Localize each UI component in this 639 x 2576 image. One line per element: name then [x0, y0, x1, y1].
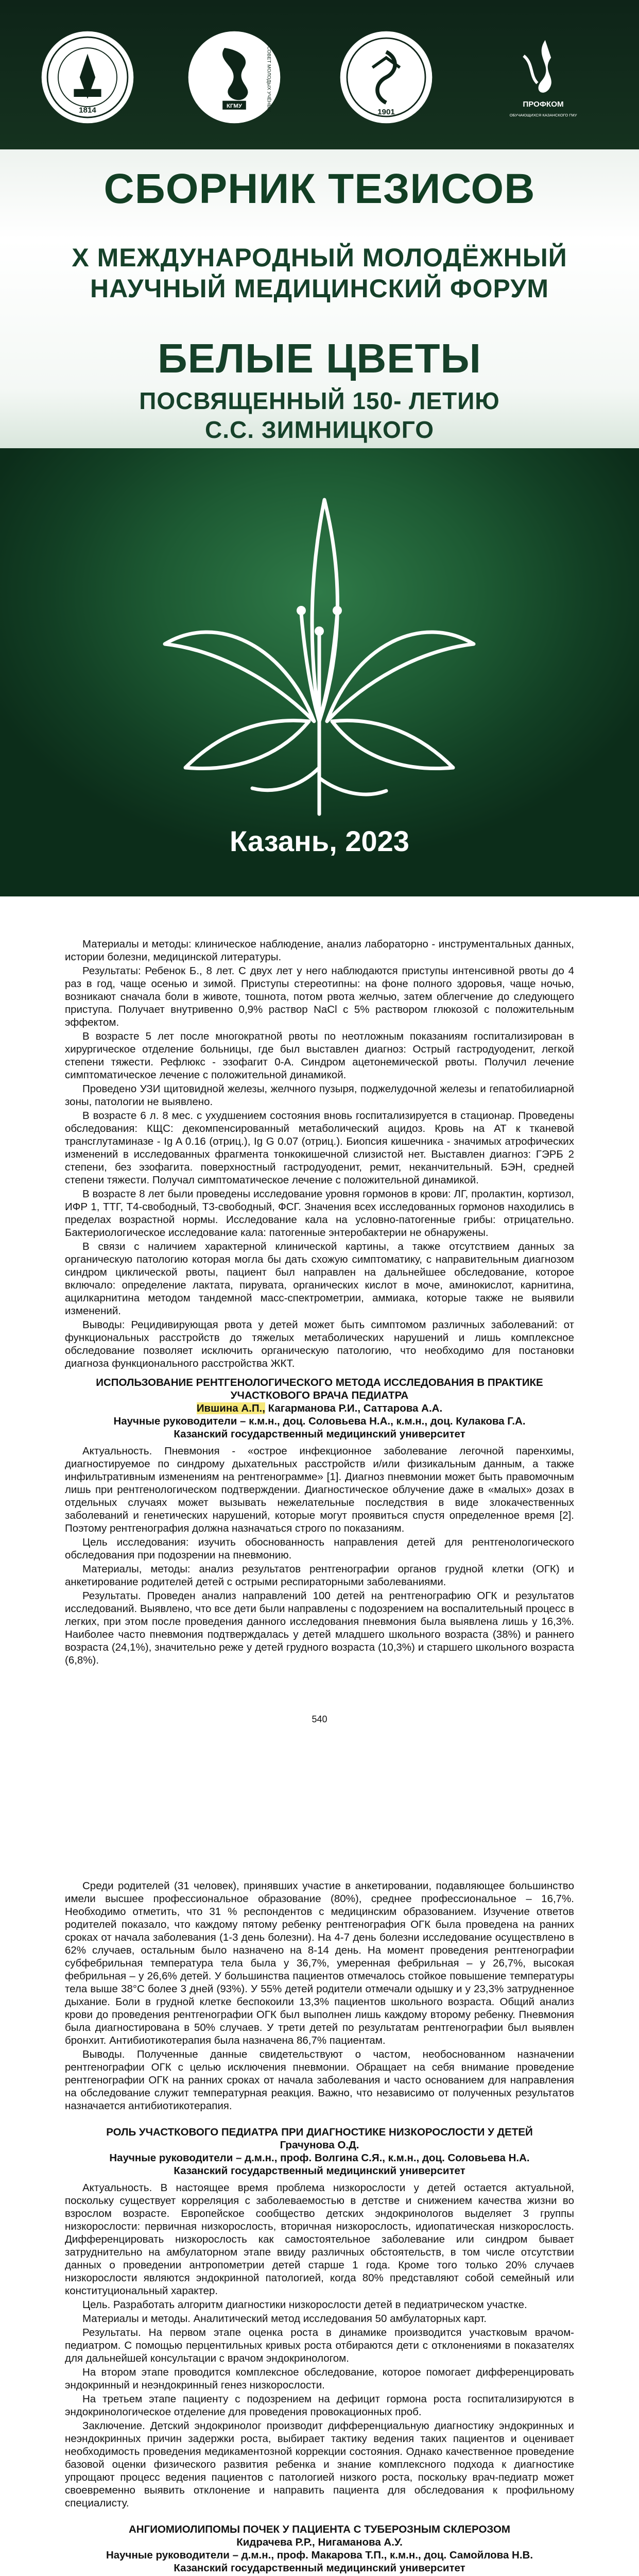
- paragraph: Результаты: Ребенок Б., 8 лет. С двух лет у него наблюдаются приступы интенсивной рвоты до 4 раз в год, чаще осенью и зимой. Приступы стереотипны: на фоне полного здоровья, чаще ночью, возникают сначала боли в животе, тошнота, потом рвота желчью, затем облегчение до следующего приступа. Получает внутривенно 0,9% раствор NaCl с 5% раствором глюкозой с положительным эффектом.: [65, 965, 574, 1028]
- cover: [0, 0, 639, 896]
- article-authors: [65, 1402, 574, 1415]
- logo-text: СОВЕТ МОЛОДЫХ УЧЁНЫХ: [266, 46, 272, 112]
- article-title-line: ИСПОЛЬЗОВАНИЕ РЕНТГЕНОЛОГИЧЕСКОГО МЕТОДА ИССЛЕДОВАНИЯ В ПРАКТИКЕ: [96, 1377, 543, 1388]
- article-title: АНГИОМИОЛИПОМЫ ПОЧЕК У ПАЦИЕНТА С ТУБЕРОЗНЫМ СКЛЕРОЗОМ: [128, 2523, 510, 2535]
- article-supervisors: Научные руководители – д.м.н., проф. Макарова Т.П., к.м.н., доц. Самойлова Н.В.: [106, 2549, 533, 2561]
- paragraph: В возрасте 5 лет после многократной рвоты по неотложным показаниям госпитализирован в хирургическое отделение больницы, где был выставлен диагноз: Острый гастродуоденит, легкой степени тяжести. Рефлюкс - эзофагит 0-А. Синдром ацетонемической рвоты. Получил лечение симптоматическое лечение с положительной динамикой.: [65, 1030, 574, 1081]
- profcom-logo-icon: [494, 28, 592, 126]
- dedication: [0, 386, 639, 444]
- article-affiliation: Казанский государственный медицинский университет: [174, 1428, 465, 1440]
- article-supervisors: Научные руководители – к.м.н., доц. Соловьева Н.А., к.м.н., доц. Кулакова Г.А.: [113, 1415, 526, 1427]
- logo-text: ПРОФКОМ: [523, 100, 564, 109]
- forum-subtitle-line: X МЕЖДУНАРОДНЫЙ МОЛОДЁЖНЫЙ: [72, 243, 567, 272]
- paragraph: Актуальность. В настоящее время проблема низкорослости у детей остается актуальной, поскольку существует корреляция с заболеваемостью в детстве и снижением качества жизни во взрослом возрасте. Европейское сообщество детских эндокринологов выделяет 3 группы низкорослости: первичная низкорослость, вторичная низкорослость, идиопатическая низкорослость. Дифференцировать низкорослость как самостоятельное заболевание или синдром бывает затруднительно на амбулаторном этапе ввиду различных обстоятельств, в том числе отсутствии данных о проведении антропометрии детей старше 1 года. Кроме того только 20% случаев низкорослости являются эндокринной патологией, когда 80% представляют собой семейный или конституциональный характер.: [65, 2182, 574, 2297]
- paragraph: Материалы и методы. Аналитический метод исследования 50 амбулаторных карт.: [82, 2313, 487, 2325]
- forum-subtitle: [0, 242, 639, 304]
- paragraph: Цель. Разработать алгоритм диагностики низкорослости детей в педиатрическом участке.: [82, 2299, 527, 2311]
- article-title: [65, 1376, 574, 1402]
- paragraph: Цель исследования: изучить обоснованность направления детей для рентгенологического обследования при подозрении на пневмонию.: [65, 1536, 574, 1561]
- paragraph: На третьем этапе пациенту с подозрением на дефицит гормона роста госпитализируются в эндокринологическое отделение для проведения провокационных проб.: [65, 2393, 574, 2418]
- article-affiliation: Казанский государственный медицинский университет: [174, 2562, 465, 2574]
- paragraph: В связи с наличием характерной клинической картины, а также отсутствием данных за органическую патологию которая могла бы дать схожую симптоматику, с направительным диагнозом синдром циклической рвоты, пациент был направлен на дальнейшее обследование, которое включало: определение лактата, пирувата, органических кислот в моче, аминокислот, карнитина, ацилкарнитина методом тандемной масс-спектрометрии, аммиака, которые также не выявили изменений.: [65, 1241, 574, 1317]
- page-541: [0, 1879, 639, 2576]
- city-year: Казань, 2023: [230, 825, 409, 857]
- article-authors: Грачунова О.Д.: [280, 2139, 359, 2151]
- dedication-line: ПОСВЯЩЕННЫЙ 150- ЛЕТИЮ: [139, 387, 500, 414]
- paragraph: Результаты. На первом этапе оценка роста в динамике производится участковым врачом-педиатром. С помощью перцентильных кривых роста отбираются дети с отклонениями в показателях для дальнейшей консультации с врачом эндокринологом.: [65, 2327, 574, 2364]
- paragraph: Выводы: Рецидивирующая рвота у детей может быть симптомом различных заболеваний: от функциональных расстройств до тяжелых метаболических нарушений и лишь комплексное обследование позволяет исключить органическую патологию, что необходимо для постановки диагноза функционального расстройства ЖКТ.: [65, 1319, 574, 1369]
- author-list: Кагарманова Р.И., Саттарова А.А.: [265, 1402, 443, 1414]
- page-number: 540: [312, 1714, 327, 1724]
- paragraph: Материалы и методы: клиническое наблюдение, анализ лабораторно - инструментальных данных, истории болезни, медицинской литературы.: [65, 938, 574, 963]
- paragraph: Актуальность. Пневмония - «острое инфекционное заболевание легочной паренхимы, диагностируемое по синдрому дыхательных расстройств и/или физикальным данным, а также инфильтративным изменениям на рентгенограмме» [1]. Диагноз пневмонии может быть правомочным лишь при рентгенологическом подтверждении. Диагностическое облучение даже в «малых» дозах в отдельных случаях может вызывать нежелательные последствия в виде злокачественных заболеваний и генетических нарушений, которые могут проявиться спустя определенное время [2]. Поэтому рентгенография должна назначаться строго по показаниям.: [65, 1445, 574, 1534]
- paragraph: В возрасте 6 л. 8 мес. с ухудшением состояния вновь госпитализируется в стационар. Проведены обследования: КЩС: декомпенсированный метаболический ацидоз. Кровь на АТ к тканевой трансглутаминазе - Ig A 0.16 (отриц.), Ig G 0.07 (отриц.). Биопсия кишечника - значимых атрофических изменений в исследованных фрагмента тонкокишечной слизистой нет. Выставлен диагноз: ГЭРБ 2 степени, без эзофагита. поверхностный гастродуоденит, ремит, неканчительный. БЭН, средней степени тяжести. Получал симптоматическое лечение с положительной динамикой.: [65, 1110, 574, 1186]
- forum-name: БЕЛЫЕ ЦВЕТЫ: [158, 335, 481, 381]
- white-lily-icon: [154, 479, 484, 819]
- article-supervisors: Научные руководители – д.м.н., проф. Волгина С.Я., к.м.н., доц. Соловьева Н.А.: [109, 2152, 530, 2164]
- article-authors: Кидрачева Р.Р., Нигаманова А.У.: [236, 2536, 403, 2548]
- paragraph: Заключение. Детский эндокринолог производит дифференциальную диагностику эндокринных и неэндокринных причин задержки роста, выбирает тактику ведения таких пациентов и оценивает необходимость проведения медикаментозной коррекции состояния. Однако качественное проведение базовой оценки физического развития ребенка и знание комплексного подхода к диагностике упрощают процесс ведения пациентов с патологией низкого роста, поскольку врач-педиатр может своевременно выявить отклонение и направить пациента для обследования к профильному специалисту.: [65, 2420, 574, 2509]
- paragraph: В возрасте 8 лет были проведены исследование уровня гормонов в крови: ЛГ, пролактин, кортизол, ИФР 1, ТТГ, Т4-свободный, Т3-свободный, ФСГ. Значения всех исследованных гормонов находились в пределах возрастной нормы. Исследование кала на условно-патогенные грибы: отрицательно. Бактериологическое исследование кала: патогенные энтеробактерии не обнаружены.: [65, 1188, 574, 1239]
- paragraph: На втором этапе проводится комплексное обследование, которое помогает дифференцировать эндокринный и неэндокринный генез низкорослости.: [65, 2366, 574, 2391]
- dedication-line: С.С. ЗИМНИЦКОГО: [205, 416, 434, 443]
- logo-year: 1901: [377, 108, 395, 117]
- medical-university-seal-logo-icon: [337, 28, 435, 126]
- paragraph: Среди родителей (31 человек), принявших участие в анкетировании, подавляющее большинство имели высшее профессиональное образование (80%), среднее профессиональное – 16,7%. Необходимо отметить, что 31 % респондентов с медицинским образованием. Изучение ответов родителей показало, что каждому пятому ребенку рентгенография ОГК была проведена на ранних сроках от начала заболевания (1-3 день болезни). На 4-7 день болезни исследование осуществлено в 62% случаев, остальным было назначено на 8-14 день. На момент проведения рентгенографии субфебрильная температура тела была у 36,7%, умеренная фебрильная – у 26,7%, высокая фебрильная – у 26,6% детей. У большинства пациентов отмечалось стойкое повышение температуры тела выше 38°С более 3 дней (93%). У 55% детей родители отмечали одышку и у 23,3% затрудненное дыхание. Боли в грудной клетке беспокоили 13,3% пациентов школьного возраста. Общий анализ крови до проведения рентгенографии ОГК был выполнен лишь каждому второму ребенку. Пневмония была диагностирована в 50% случаев. У трети детей по результатам рентгенографии был выявлен бронхит. Антибиотикотерапия была назначена 86,7% пациентам.: [65, 1880, 574, 2046]
- paragraph: Результаты. Проведен анализ направлений 100 детей на рентгенографию ОГК и результатов исследований. Выявлено, что все дети были направлены с подозрением на воспалительный процесс в легких, при этом после проведения данного исследования пневмония была выявлена лишь у 16,3%. Наиболее часто пневмония подтверждалась у детей младшего школьного возраста (38%) и раннего возраста (24,1%), значительно реже у детей грудного возраста (10,3%) и старшего школьного возраста (6,8%).: [65, 1590, 574, 1666]
- article-title: РОЛЬ УЧАСТКОВОГО ПЕДИАТРА ПРИ ДИАГНОСТИКЕ НИЗКОРОСЛОСТИ У ДЕТЕЙ: [106, 2126, 533, 2138]
- paragraph: Выводы. Полученные данные свидетельствуют о частом, необоснованном назначении рентгенографии ОГК с целью исключения пневмонии. Обращает на себя внимание проведение рентгенографии ОГК на ранних сроках от начала заболевания и часто основанием для направления на обследование служит температурная реакция. Важно, что независимо от полученных результатов назначается антибиотикотерапия.: [65, 2048, 574, 2112]
- pobednik-seal-logo-icon: [39, 28, 136, 126]
- page-540: [0, 896, 639, 1725]
- logo-year: 1814: [79, 106, 96, 115]
- logo-sub: ОБУЧАЮЩИХСЯ КАЗАНСКОГО ГМУ: [509, 113, 577, 117]
- paragraph: Материалы, методы: анализ результатов рентгенографии органов грудной клетки (ОГК) и анкетирование родителей детей с острыми респираторными заболеваниями.: [65, 1563, 574, 1588]
- article-affiliation: Казанский государственный медицинский университет: [174, 2165, 465, 2177]
- paragraph: Проведено УЗИ щитовидной железы, желчного пузыря, поджелудочной железы и гепатобилиарной зоны, патологии не выявлено.: [65, 1083, 574, 1108]
- article-title-line: УЧАСТКОВОГО ВРАЧА ПЕДИАТРА: [230, 1389, 409, 1401]
- logo-sub: КГМУ: [227, 103, 242, 109]
- page-gap: [0, 1725, 639, 1879]
- highlighted-author: Ившина А.П.,: [196, 1402, 265, 1414]
- council-young-scientists-logo-icon: [185, 28, 283, 126]
- collection-title: СБОРНИК ТЕЗИСОВ: [103, 165, 536, 212]
- forum-subtitle-line: НАУЧНЫЙ МЕДИЦИНСКИЙ ФОРУМ: [90, 274, 549, 303]
